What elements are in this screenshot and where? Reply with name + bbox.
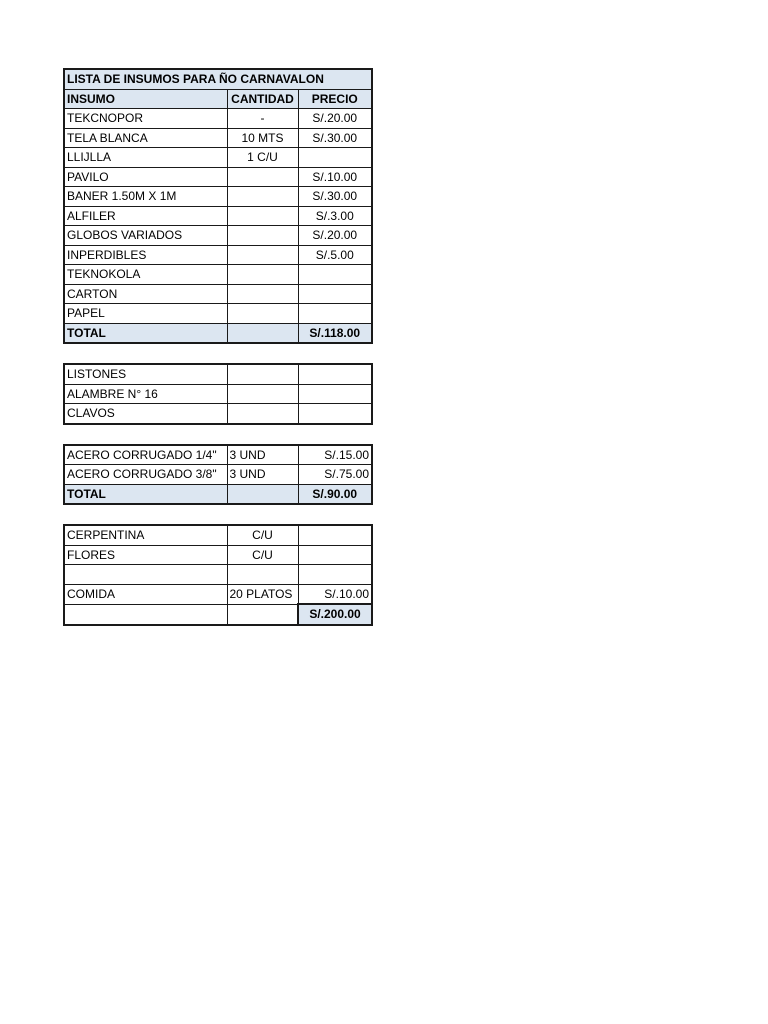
cell-cantidad: - xyxy=(227,109,298,129)
cell-precio: S/.3.00 xyxy=(298,206,372,226)
cell-cantidad: 1 C/U xyxy=(227,148,298,168)
cell-cantidad xyxy=(227,226,298,246)
empty-cell xyxy=(227,604,298,625)
cell-cantidad: 3 UND xyxy=(227,445,298,465)
cell-precio xyxy=(298,384,372,404)
cell-precio xyxy=(298,284,372,304)
table-row xyxy=(64,284,372,304)
cell-cantidad: C/U xyxy=(227,545,298,565)
header-cantidad: CANTIDAD xyxy=(227,89,298,109)
table-row xyxy=(64,465,372,485)
cell-precio xyxy=(298,265,372,285)
cell-cantidad xyxy=(227,304,298,324)
table-row xyxy=(64,584,372,604)
cell-insumo: LISTONES xyxy=(64,364,227,384)
table-row xyxy=(64,384,372,404)
cell-insumo: FLORES xyxy=(64,545,227,565)
cell-insumo: PAPEL xyxy=(64,304,227,324)
cell-precio: S/.10.00 xyxy=(298,584,372,604)
table-title: LISTA DE INSUMOS PARA ÑO CARNAVALON xyxy=(64,69,372,89)
acero-table xyxy=(63,444,373,506)
total-row xyxy=(64,323,372,343)
cell-precio xyxy=(298,364,372,384)
cell-precio: S/.30.00 xyxy=(298,187,372,207)
table-row xyxy=(64,128,372,148)
empty-cell xyxy=(64,604,227,625)
cell-cantidad: 3 UND xyxy=(227,465,298,485)
total-empty-cell xyxy=(227,323,298,343)
table-row xyxy=(64,226,372,246)
table-row xyxy=(64,304,372,324)
total-row xyxy=(64,484,372,504)
table-row xyxy=(64,404,372,424)
table-row xyxy=(64,364,372,384)
cell-precio: S/.10.00 xyxy=(298,167,372,187)
cell-insumo: ALFILER xyxy=(64,206,227,226)
table-row xyxy=(64,187,372,207)
table-row xyxy=(64,109,372,129)
cell-cantidad xyxy=(227,404,298,424)
cell-cantidad: 10 MTS xyxy=(227,128,298,148)
table-row xyxy=(64,167,372,187)
total-value: S/.90.00 xyxy=(298,484,372,504)
cell-cantidad: C/U xyxy=(227,525,298,545)
cell-precio: S/.75.00 xyxy=(298,465,372,485)
total-value: S/.118.00 xyxy=(298,323,372,343)
cell-insumo xyxy=(64,565,227,585)
cell-precio xyxy=(298,304,372,324)
cell-precio: S/.15.00 xyxy=(298,445,372,465)
cell-insumo: CERPENTINA xyxy=(64,525,227,545)
total-label: TOTAL xyxy=(64,323,227,343)
grand-total-value: S/.200.00 xyxy=(298,604,372,625)
table-row xyxy=(64,148,372,168)
table-row xyxy=(64,525,372,545)
insumos-table xyxy=(63,68,373,344)
spreadsheet-page xyxy=(63,68,371,626)
cell-precio xyxy=(298,565,372,585)
cell-insumo: TELA BLANCA xyxy=(64,128,227,148)
cell-insumo: CARTON xyxy=(64,284,227,304)
table-row xyxy=(64,245,372,265)
cell-insumo: BANER 1.50M X 1M xyxy=(64,187,227,207)
table-row xyxy=(64,545,372,565)
total-label: TOTAL xyxy=(64,484,227,504)
cell-cantidad xyxy=(227,265,298,285)
cell-cantidad xyxy=(227,364,298,384)
cell-cantidad xyxy=(227,187,298,207)
header-row xyxy=(64,89,372,109)
cell-precio xyxy=(298,525,372,545)
listones-table xyxy=(63,363,373,425)
cell-cantidad xyxy=(227,284,298,304)
table-title-row xyxy=(64,69,372,89)
cell-cantidad xyxy=(227,384,298,404)
header-insumo: INSUMO xyxy=(64,89,227,109)
cell-insumo: GLOBOS VARIADOS xyxy=(64,226,227,246)
cell-cantidad: 20 PLATOS xyxy=(227,584,298,604)
spacer xyxy=(63,425,371,444)
cell-insumo: TEKNOKOLA xyxy=(64,265,227,285)
header-precio: PRECIO xyxy=(298,89,372,109)
cell-precio xyxy=(298,404,372,424)
table-row xyxy=(64,206,372,226)
cell-insumo: ACERO CORRUGADO 3/8" xyxy=(64,465,227,485)
cell-precio xyxy=(298,148,372,168)
cell-insumo: COMIDA xyxy=(64,584,227,604)
cell-precio: S/.20.00 xyxy=(298,226,372,246)
cell-cantidad xyxy=(227,206,298,226)
cell-precio: S/.30.00 xyxy=(298,128,372,148)
varios-table xyxy=(63,524,373,626)
cell-cantidad xyxy=(227,565,298,585)
total-empty-cell xyxy=(227,484,298,504)
table-row xyxy=(64,265,372,285)
cell-cantidad xyxy=(227,245,298,265)
spacer xyxy=(63,344,371,363)
cell-insumo: TEKCNOPOR xyxy=(64,109,227,129)
cell-insumo: INPERDIBLES xyxy=(64,245,227,265)
cell-precio: S/.20.00 xyxy=(298,109,372,129)
cell-insumo: PAVILO xyxy=(64,167,227,187)
cell-insumo: ACERO CORRUGADO 1/4" xyxy=(64,445,227,465)
cell-precio: S/.5.00 xyxy=(298,245,372,265)
cell-insumo: LLIJLLA xyxy=(64,148,227,168)
cell-insumo: ALAMBRE N° 16 xyxy=(64,384,227,404)
table-row xyxy=(64,565,372,585)
spacer xyxy=(63,505,371,524)
cell-cantidad xyxy=(227,167,298,187)
grand-total-row xyxy=(64,604,372,625)
cell-precio xyxy=(298,545,372,565)
table-row xyxy=(64,445,372,465)
cell-insumo: CLAVOS xyxy=(64,404,227,424)
